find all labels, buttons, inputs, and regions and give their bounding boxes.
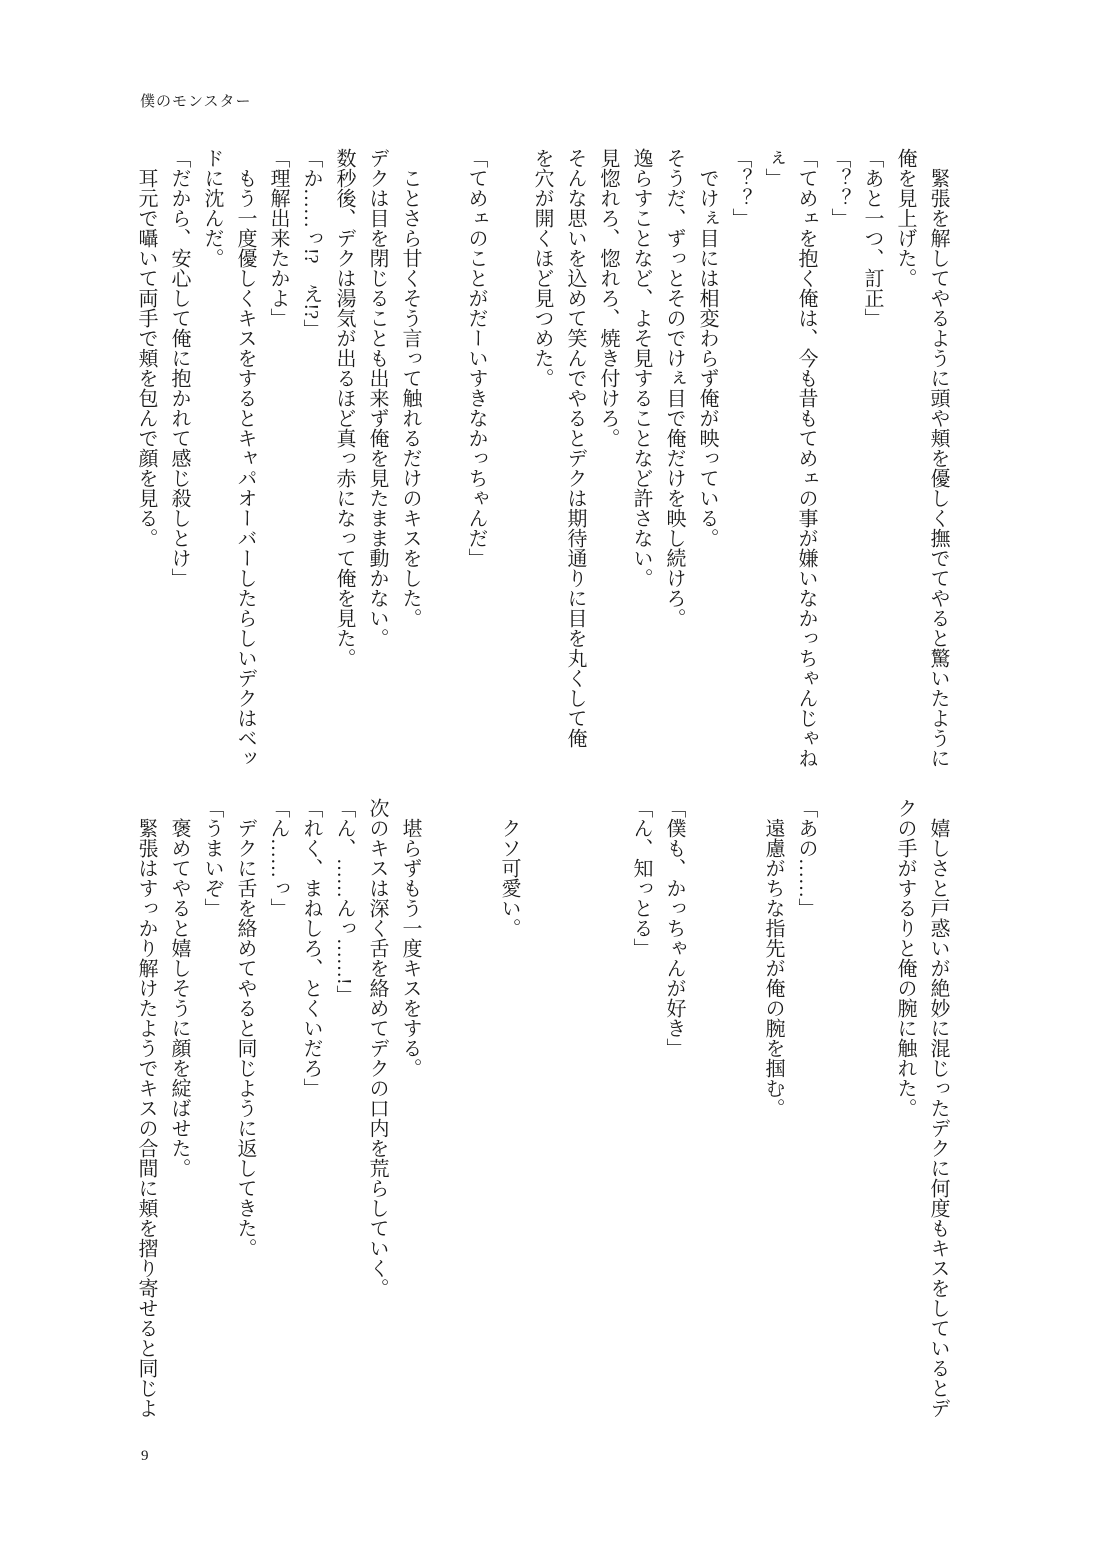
blank-line bbox=[492, 148, 525, 776]
page-number: 9 bbox=[141, 1448, 149, 1464]
text-line: 「あと一つ、訂正」 bbox=[861, 148, 883, 328]
blank-line bbox=[690, 798, 723, 1426]
text-line: 「てめェのことがだーいすきなかっちゃんだ」 bbox=[465, 148, 487, 568]
text-line: 「僕も、かっちゃんが好き」 bbox=[663, 798, 685, 1058]
text-line: そんな思いを込めて笑んでやるとデクは期待通りに目を丸くして俺 bbox=[564, 148, 586, 748]
text-line: ドに沈んだ。 bbox=[201, 148, 223, 268]
text-line: を穴が開くほど見つめた。 bbox=[531, 148, 553, 388]
blank-line bbox=[525, 798, 558, 1426]
text-line: 「？？」 bbox=[729, 148, 751, 228]
text-line: 褒めてやると嬉しそうに顔を綻ばせた。 bbox=[168, 798, 190, 1178]
text-line: 遠慮がちな指先が俺の腕を掴む。 bbox=[762, 798, 784, 1118]
text-line: デクは目を閉じることも出来ず俺を見たまま動かない。 bbox=[366, 148, 388, 648]
text-line: 「れく、まねしろ、とくいだろ」 bbox=[300, 798, 322, 1098]
text-line: もう一度優しくキスをするとキャパオーバーしたらしいデクはベッ bbox=[234, 148, 256, 768]
text-line: クソ可愛い。 bbox=[498, 798, 520, 938]
text-block-lower bbox=[129, 798, 954, 1426]
text-line: 数秒後、デクは湯気が出るほど真っ赤になって俺を見た。 bbox=[333, 148, 355, 668]
text-line: そうだ、ずっとそのでけぇ目で俺だけを映し続けろ。 bbox=[663, 148, 685, 628]
text-line: 緊張はすっかり解けたようでキスの合間に頬を摺り寄せると同じよ bbox=[135, 798, 157, 1418]
text-line: 「だから、安心して俺に抱かれて感じ殺しとけ」 bbox=[168, 148, 190, 588]
text-line: 俺を見上げた。 bbox=[894, 148, 916, 288]
text-line: 嬉しさと戸惑いが絶妙に混じったデクに何度もキスをしているとデ bbox=[927, 798, 949, 1418]
running-head-title: 僕のモンスター bbox=[140, 94, 252, 110]
text-line: 「てめェを抱く俺は、今も昔もてめェの事が嫌いなかっちゃんじゃねぇ」 bbox=[762, 148, 817, 768]
blank-line bbox=[723, 798, 756, 1426]
text-line: デクに舌を絡めてやると同じように返してきた。 bbox=[234, 798, 256, 1258]
text-line: ことさら甘くそう言って触れるだけのキスをした。 bbox=[399, 148, 421, 628]
text-line: 「理解出来たかよ」 bbox=[267, 148, 289, 328]
blank-line bbox=[558, 798, 591, 1426]
text-block-upper bbox=[129, 148, 954, 776]
text-line: クの手がするりと俺の腕に触れた。 bbox=[894, 798, 916, 1118]
text-line: 「あの……」 bbox=[795, 798, 817, 918]
text-line: 「ん、知っとる」 bbox=[630, 798, 652, 958]
text-line: 耳元で囁いて両手で頬を包んで顔を見る。 bbox=[135, 148, 157, 548]
text-line: 「ん……っ」 bbox=[267, 798, 289, 918]
text-line: 堪らずもう一度キスをする。 bbox=[399, 798, 421, 1078]
text-line: 逸らすことなど、よそ見することなど許さない。 bbox=[630, 148, 652, 588]
text-line: 見惚れろ、惚れろ、焼き付けろ。 bbox=[597, 148, 619, 448]
text-line: 「うまいぞ」 bbox=[201, 798, 223, 918]
blank-line bbox=[426, 148, 459, 776]
text-line: 緊張を解してやるように頭や頬を優しく撫でてやると驚いたように bbox=[927, 148, 949, 768]
text-line: 「？？」 bbox=[828, 148, 850, 228]
text-line: 「か……っ!? え!?」 bbox=[300, 148, 322, 340]
text-line: 次のキスは深く舌を絡めてデクの口内を荒らしていく。 bbox=[366, 798, 388, 1298]
text-line: でけぇ目には相変わらず俺が映っている。 bbox=[696, 148, 718, 548]
text-line: 「ん、……んっ……!」 bbox=[333, 798, 355, 1005]
blank-line bbox=[459, 798, 492, 1426]
blank-line bbox=[855, 798, 888, 1426]
blank-line bbox=[591, 798, 624, 1426]
blank-line bbox=[426, 798, 459, 1426]
blank-line bbox=[822, 798, 855, 1426]
